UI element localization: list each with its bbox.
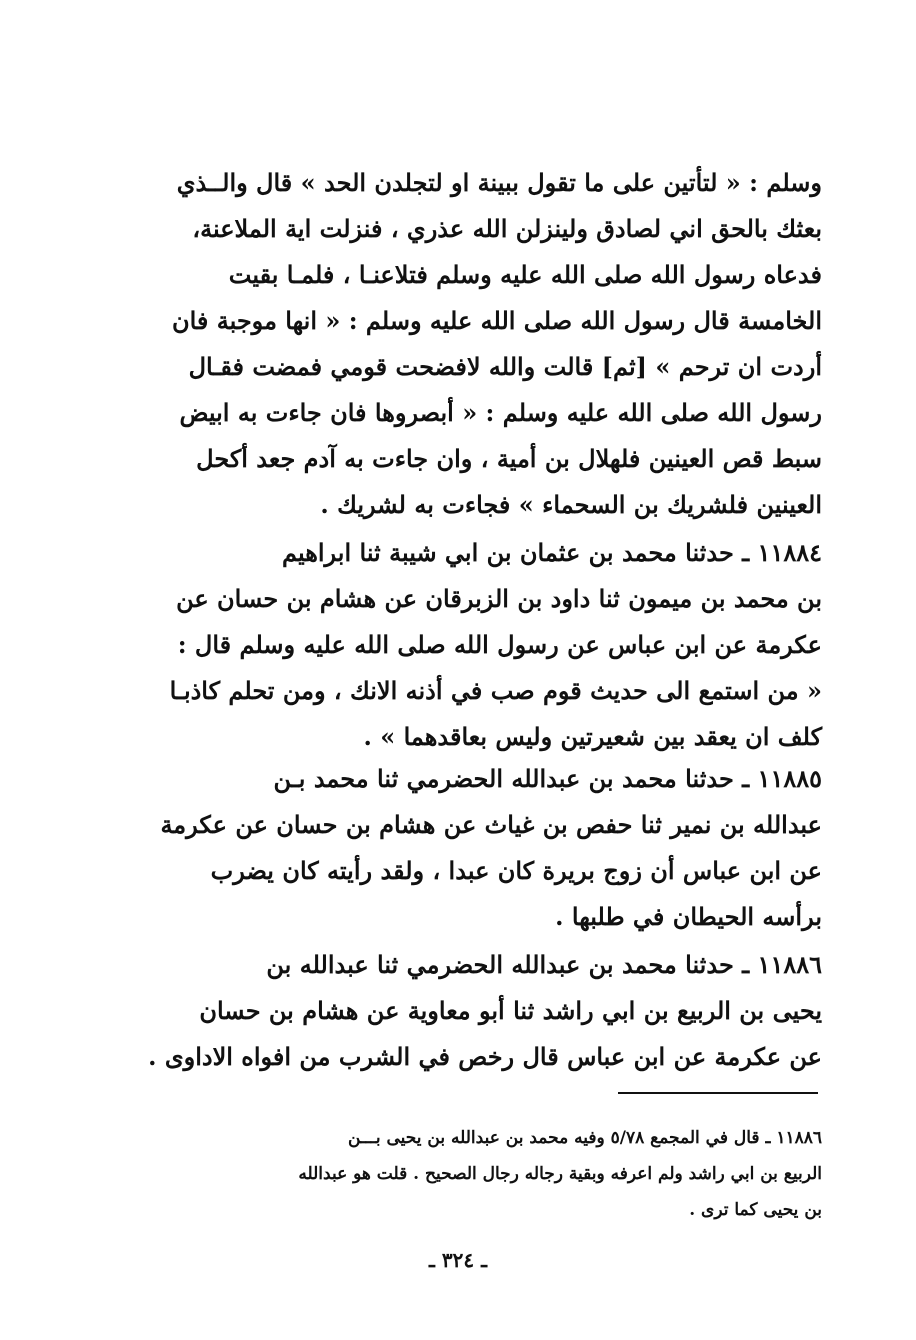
text-line: رسول الله صلى الله عليه وسلم : « أبصروها فان جاءت به ابيض — [179, 398, 822, 427]
page-number: ـ ٣٢٤ ـ — [429, 1248, 487, 1272]
hadith-11886-paragraph — [106, 942, 822, 1080]
hadith-11884-paragraph — [106, 530, 822, 760]
hadith-11885-paragraph — [106, 756, 822, 940]
text-line: الخامسة قال رسول الله صلى الله عليه وسلم : « انها موجبة فان — [171, 306, 822, 335]
text-line: العينين فلشريك بن السحماء » فجاءت به لشريك . — [320, 490, 822, 519]
hadith-continuation-paragraph — [106, 160, 822, 528]
text-line: يحيى بن الربيع بن ابي راشد ثنا أبو معاوية عن هشام بن حسان — [199, 996, 822, 1025]
text-line: كلف ان يعقد بين شعيرتين وليس بعاقدهما » . — [363, 722, 822, 751]
text-line: بن محمد بن ميمون ثنا داود بن الزبرقان عن هشام بن حسان عن — [176, 584, 822, 613]
text-line: ١١٨٨٤ ـ حدثنا محمد بن عثمان بن ابي شيبة ثنا ابراهيم — [282, 538, 822, 567]
footnote-line: ١١٨٨٦ ـ قال في المجمع ٥/٧٨ وفيه محمد بن عبدالله بن يحيى بـــن — [347, 1128, 822, 1148]
text-line: « من استمع الى حديث قوم صب في أذنه الانك ، ومن تحلم كاذبـا — [169, 676, 822, 705]
text-line: ١١٨٨٥ ـ حدثنا محمد بن عبدالله الحضرمي ثنا محمد بـن — [273, 764, 822, 793]
footnote — [106, 1120, 822, 1228]
footnote-line: بن يحيى كما ترى . — [689, 1200, 822, 1220]
text-line: برأسه الحيطان في طلبها . — [555, 902, 822, 931]
text-line: عبدالله بن نمير ثنا حفص بن غياث عن هشام بن حسان عن عكرمة — [160, 810, 822, 839]
text-line: عن عكرمة عن ابن عباس قال رخص في الشرب من افواه الاداوى . — [148, 1042, 822, 1071]
text-line: أردت ان ترحم » [ثم] قالت والله لافضحت قومي فمضت فقـال — [188, 352, 822, 381]
footnote-divider — [618, 1092, 818, 1094]
text-line: ١١٨٨٦ ـ حدثنا محمد بن عبدالله الحضرمي ثنا عبدالله بن — [266, 950, 822, 979]
text-line: بعثك بالحق اني لصادق ولينزلن الله عذري ، فنزلت اية الملاعنة، — [192, 214, 822, 243]
text-line: عن ابن عباس أن زوج بريرة كان عبدا ، ولقد رأيته كان يضرب — [210, 856, 822, 885]
text-line: وسلم : « لتأتين على ما تقول ببينة او لتجلدن الحد » قال والــذي — [176, 168, 822, 197]
text-line: فدعاه رسول الله صلى الله عليه وسلم فتلاعنـا ، فلمـا بقيت — [228, 260, 822, 289]
text-line: عكرمة عن ابن عباس عن رسول الله صلى الله عليه وسلم قال : — [177, 630, 822, 659]
footnote-line: الربيع بن ابي راشد ولم اعرفه وبقية رجاله رجال الصحيح . قلت هو عبدالله — [298, 1164, 822, 1184]
text-line: سبط قص العينين فلهلال بن أمية ، وان جاءت به آدم جعد أكحل — [196, 444, 822, 473]
